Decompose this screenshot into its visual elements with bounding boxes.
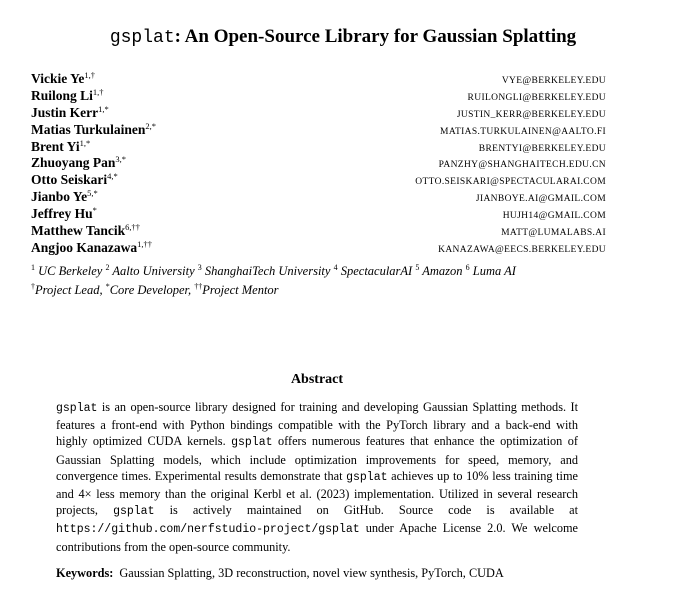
author-superscript: 1,†† [137, 238, 153, 249]
author-name: Justin Kerr$^{1,*}$ [31, 103, 109, 120]
affiliation: $^3$ ShanghaiTech University [197, 263, 331, 278]
author-name: Jeffrey Hu* [31, 205, 97, 222]
keywords-label: Keywords: [56, 566, 114, 580]
author-superscript: * [92, 205, 97, 216]
role: †Project Lead, [31, 282, 103, 297]
abstract-code-2: gsplat [231, 436, 273, 450]
title-code: gsplat [109, 28, 175, 48]
role: *Core Developer, [105, 282, 192, 297]
affiliations [31, 262, 631, 300]
author-superscript: 1,† [92, 86, 104, 97]
keywords-list: Gaussian Splatting, 3D reconstruction, novel view synthesis, PyTorch, CUDA [119, 566, 504, 580]
abstract-heading: Abstract [290, 372, 344, 387]
affiliation: $^1$ UC Berkeley [31, 263, 103, 278]
author-name: Otto Seiskari$^{4,*}$ [31, 171, 118, 188]
author-row [31, 172, 606, 189]
affiliation: $^5$ Amazon [415, 263, 463, 278]
role: ††Project Mentor [194, 282, 279, 297]
author-email[interactable]: JIANBOYE.AI@GMAIL.COM [475, 194, 606, 205]
author-name: Vickie $Ye^{1,\dagger}$ [31, 70, 95, 86]
author-row [31, 189, 606, 206]
affiliation-line [31, 262, 631, 281]
author-email[interactable]: MATT@LUMALABS.AI [501, 228, 606, 239]
author-name: Angjoo Kanazawa$^{1,\dagger\dagger}$ [31, 238, 153, 255]
author-email[interactable]: BRENTYI@BERKELEY.EDU [478, 143, 606, 154]
abstract-code-3: gsplat [346, 470, 388, 484]
author-name: Ruilong $Li^{1,\dagger}$ [31, 86, 104, 103]
abstract-text-5: under Apache License 2.0. We welcome contributions from the open-source community. [56, 521, 578, 554]
author-email[interactable]: HUJH14@GMAIL.COM [502, 211, 606, 222]
author-row [31, 223, 606, 240]
abstract-text-4: is actively maintained on GitHub. Source code is available at [154, 503, 579, 518]
author-row [31, 105, 606, 122]
github-url[interactable]: https://github.com/nerfstudio-project/gsplat [56, 523, 360, 537]
abstract-code-4: gsplat [113, 505, 155, 519]
abstract-body [56, 399, 578, 555]
author-list [31, 71, 606, 257]
author-superscript: 2,* [145, 120, 157, 131]
author-row [31, 155, 606, 172]
author-superscript: 4,* [107, 171, 118, 182]
abstract-text-3: achieves up to 10% less training time and 4× less memory than the original Kerbl et al. (2023) implementation. Utilized in several research projects, [56, 468, 578, 518]
affiliation: $^6$ Luma AI [465, 263, 516, 278]
paper-title [0, 26, 686, 48]
author-name: Zhuoyang Pan$^{3,*}$ [31, 154, 127, 171]
author-row [31, 71, 606, 88]
author-row [31, 139, 606, 156]
author-row [31, 240, 606, 257]
author-row [31, 122, 606, 139]
abstract-text-1: is an open-source library designed for training and developing Gaussian Splatting methods. It features a front-end with Python bindings compatible with the PyTorch library and a back-end with highly optimized CUDA kernels. [56, 400, 578, 449]
author-row [31, 88, 606, 105]
author-superscript: 6,†† [125, 222, 141, 233]
affiliation: $^4$ SpectacularAI [333, 263, 413, 278]
role-line [31, 281, 631, 300]
author-name: Matias Turkulainen$^{2,*}$ [31, 120, 157, 137]
author-superscript: 1,* [98, 103, 109, 114]
author-email[interactable]: JUSTIN_KERR@BERKELEY.EDU [456, 109, 606, 120]
author-email[interactable]: KANAZAWA@EECS.BERKELEY.EDU [438, 244, 606, 255]
author-name: Jianbo $Ye^{5,*}$ [31, 188, 98, 205]
author-superscript: 1,* [79, 137, 91, 148]
author-email[interactable]: PANZHY@SHANGHAITECH.EDU.CN [438, 160, 606, 171]
author-row [31, 206, 606, 223]
author-superscript: 1,† [84, 70, 95, 80]
author-email[interactable]: RUILONGLI@BERKELEY.EDU [467, 92, 606, 103]
abstract-code-1: gsplat [56, 402, 98, 415]
author-name: Matthew Tancik$^{6,\dagger\dagger}$ [31, 222, 141, 239]
abstract-text-2: offers numerous features that enhance the optimization of Gaussian Splatting models, which include optimization improvements for speed, memory, and convergence times. Experimental results demonstrate that [56, 434, 578, 483]
author-email[interactable]: MATIAS.TURKULAINEN@AALTO.FI [440, 126, 606, 137]
title-text: : An Open-Source Library for Gaussian Splatting [174, 26, 577, 47]
affiliation: $^2$ Aalto University [105, 263, 195, 278]
author-email[interactable]: VYE@BERKELEY.EDU [501, 76, 606, 86]
keywords [56, 565, 616, 581]
author-superscript: 5,* [87, 188, 98, 199]
author-name: Brent $Yi^{1,*}$ [31, 137, 91, 154]
author-superscript: 3,* [115, 154, 127, 165]
author-email[interactable]: OTTO.SEISKARI@SPECTACULARAI.COM [415, 177, 606, 188]
